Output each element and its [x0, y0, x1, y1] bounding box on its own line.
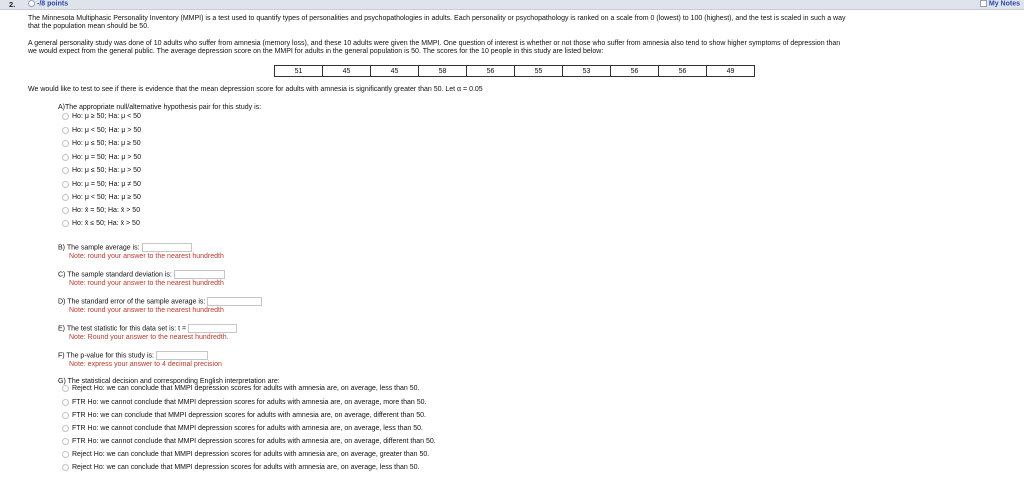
part-e-note: Note: Round your answer to the nearest hundredth. [69, 334, 229, 341]
p-value-input[interactable] [156, 351, 208, 360]
intro-p2-line1: A general personality study was done of 10 adults who suffer from amnesia (memory loss), and these 10 adults were given the MMPI. One question of interest is whether or not those who suffer from amnesia also tend to show higher symptoms of depression than [28, 40, 841, 47]
radio-button[interactable] [62, 220, 69, 227]
part-a-option[interactable] [62, 193, 141, 203]
radio-button[interactable] [62, 438, 69, 445]
option-label: Ho: μ = 50; Ha: μ ≠ 50 [72, 181, 141, 188]
part-b-label: B) The sample average is: [58, 244, 140, 252]
part-g-option[interactable] [62, 398, 426, 408]
radio-button[interactable] [62, 127, 69, 134]
question-number: 2. [9, 0, 16, 9]
question-header-bar [0, 0, 1024, 10]
part-d-label: D) The standard error of the sample average is: [58, 298, 206, 306]
part-a-option[interactable] [62, 153, 141, 163]
option-label: Ho: μ = 50; Ha: μ > 50 [72, 154, 142, 161]
my-notes-link[interactable] [980, 0, 1020, 7]
radio-button[interactable] [62, 194, 69, 201]
option-label: Ho: μ < 50; Ha: μ ≥ 50 [72, 194, 141, 201]
score-cell: 56 [467, 66, 515, 77]
part-g-option[interactable] [62, 450, 429, 460]
radio-button[interactable] [62, 181, 69, 188]
part-a-option[interactable] [62, 219, 140, 229]
my-notes-label[interactable]: My Notes [988, 0, 1020, 8]
sample-sd-input[interactable] [174, 270, 225, 279]
part-a-label: A)The appropriate null/alternative hypothesis pair for this study is: [58, 104, 262, 111]
test-statistic-input[interactable] [188, 324, 237, 333]
option-label: Reject Ho: we can conclude that MMPI depression scores for adults with amnesia are, on average, less than 50. [72, 464, 420, 471]
intro-paragraph-2 [28, 40, 1013, 56]
option-label: Ho: μ < 50; Ha: μ > 50 [72, 127, 142, 134]
option-label: FTR Ho: we cannot conclude that MMPI depression scores for adults with amnesia are, on average, less than 50. [72, 425, 423, 432]
option-label: FTR Ho: we cannot conclude that MMPI depression scores for adults with amnesia are, on average, different than 50. [72, 438, 436, 445]
part-e-label: E) The test statistic for this data set is: t = [58, 325, 187, 333]
test-statement: We would like to test to see if there is evidence that the mean depression score for adults with amnesia is significantly greater than 50. Let α = 0.05 [28, 86, 483, 93]
part-g-option[interactable] [62, 411, 426, 421]
part-a-option[interactable] [62, 112, 141, 122]
part-f-note: Note: express your answer to 4 decimal precision [69, 361, 222, 368]
option-label: Reject Ho: we can conclude that MMPI depression scores for adults with amnesia are, on average, greater than 50. [72, 451, 430, 458]
radio-button[interactable] [62, 385, 69, 392]
option-label: FTR Ho: we cannot conclude that MMPI depression scores for adults with amnesia are, on average, more than 50. [72, 399, 427, 406]
intro-p1-line1: The Minnesota Multiphasic Personality Inventory (MMPI) is a test used to quantify types of personalities and psychopathologies in adults. Each personality or psychopathology is ranked on a scale from 0 (lowest) to 100 (highest), and the test is scaled in such a way [28, 15, 846, 22]
part-f-question [58, 351, 208, 360]
option-label: FTR Ho: we can conclude that MMPI depression scores for adults with amnesia are, on average, different than 50. [72, 412, 426, 419]
part-c-question [58, 270, 225, 279]
score-cell: 56 [611, 66, 659, 77]
part-g-label: G) The statistical decision and corresponding English interpretation are: [58, 378, 280, 385]
part-a-option[interactable] [62, 180, 141, 190]
part-g-option[interactable] [62, 384, 419, 394]
radio-button[interactable] [62, 451, 69, 458]
points-label-wrap [28, 0, 68, 7]
radio-button[interactable] [62, 399, 69, 406]
score-cell: 58 [419, 66, 467, 77]
radio-button[interactable] [62, 167, 69, 174]
option-label: Ho: μ ≥ 50; Ha: μ < 50 [72, 113, 141, 120]
part-a-option[interactable] [62, 206, 140, 216]
scores-row [275, 66, 755, 77]
option-label: Reject Ho: we can conclude that MMPI depression scores for adults with amnesia are, on average, less than 50. [72, 385, 420, 392]
score-cell: 56 [659, 66, 707, 77]
part-e-question [58, 324, 237, 333]
score-cell: 45 [371, 66, 419, 77]
intro-p1-line2: that the population mean should be 50. [28, 23, 150, 30]
option-label: Ho: μ ≤ 50; Ha: μ > 50 [72, 167, 141, 174]
part-g-option[interactable] [62, 463, 419, 473]
part-g-option[interactable] [62, 424, 423, 434]
part-b-note: Note: round your answer to the nearest hundredth [69, 253, 224, 260]
score-cell: 51 [275, 66, 323, 77]
part-f-label: F) The p-value for this study is: [58, 352, 154, 360]
option-label: Ho: μ ≤ 50; Ha: μ ≥ 50 [72, 140, 141, 147]
score-cell: 55 [515, 66, 563, 77]
standard-error-input[interactable] [207, 297, 262, 306]
part-c-label: C) The sample standard deviation is: [58, 271, 172, 279]
radio-button[interactable] [62, 412, 69, 419]
part-g-option[interactable] [62, 437, 436, 447]
intro-paragraph-1 [28, 15, 1013, 31]
score-cell: 49 [707, 66, 755, 77]
part-c-note: Note: round your answer to the nearest hundredth [69, 280, 224, 287]
part-a-option[interactable] [62, 139, 141, 149]
part-b-question [58, 243, 192, 252]
radio-button[interactable] [62, 140, 69, 147]
scores-table [274, 65, 755, 77]
notes-checkbox-icon[interactable] [980, 0, 987, 7]
option-label: Ho: x̄ = 50; Ha: x̄ > 50 [72, 207, 141, 214]
part-d-question [58, 297, 262, 306]
radio-button[interactable] [62, 154, 69, 161]
option-label: Ho: x̄ ≤ 50; Ha: x̄ > 50 [72, 220, 140, 227]
part-a-option[interactable] [62, 126, 141, 136]
part-d-note: Note: round your answer to the nearest hundredth [69, 307, 224, 314]
points-label: -/8 points [37, 0, 69, 8]
radio-button[interactable] [62, 207, 69, 214]
points-status-icon [28, 0, 35, 7]
radio-button[interactable] [62, 113, 69, 120]
radio-button[interactable] [62, 464, 69, 471]
sample-average-input[interactable] [142, 243, 192, 252]
intro-p2-line2: we would expect from the general public. The average depression score on the MMPI for adults in the general population is 50. The scores for the 10 people in this study are listed below: [28, 48, 604, 55]
radio-button[interactable] [62, 425, 69, 432]
score-cell: 45 [323, 66, 371, 77]
part-a-option[interactable] [62, 166, 141, 176]
score-cell: 53 [563, 66, 611, 77]
